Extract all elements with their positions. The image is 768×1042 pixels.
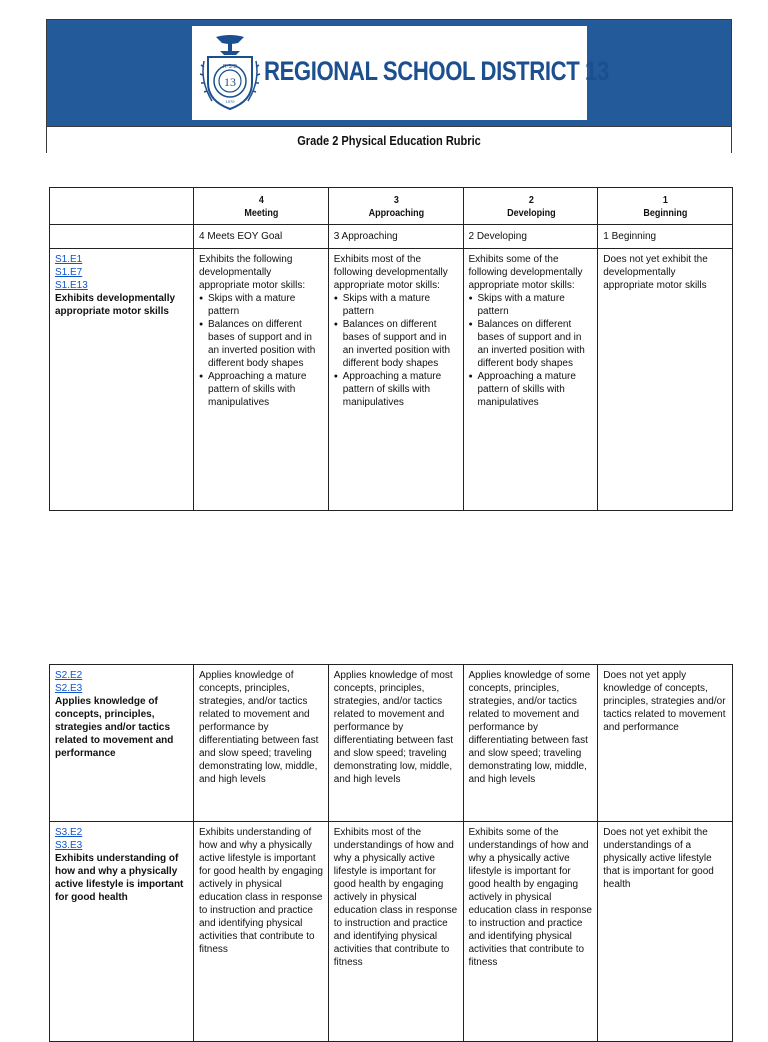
standard-link[interactable]: S1.E7 (55, 267, 83, 278)
skill-item: ● Approaching a mature pattern of skills with manipulatives (469, 370, 594, 409)
criteria-cell (598, 249, 733, 511)
goal-cell-4: 4 Meets EOY Goal (194, 225, 329, 249)
skill-item: ● Approaching a mature pattern of skills with manipulatives (199, 370, 324, 409)
rubric-table-1 (49, 187, 733, 511)
standard-cell (50, 665, 194, 822)
standard-link[interactable]: S2.E2 (55, 670, 83, 681)
criteria-text: Exhibits some of the following developmentally appropriate motor skills: (468, 254, 583, 291)
level-header-4: 4 Meeting (194, 188, 329, 225)
district-crest-icon (198, 31, 262, 115)
standard-link[interactable]: S1.E13 (55, 280, 88, 291)
criteria-cell (463, 249, 598, 511)
criteria-cell (194, 249, 329, 511)
skill-list (334, 292, 459, 409)
criteria-text: Exhibits most of the following developmentally appropriate motor skills: (333, 254, 448, 291)
skill-list (469, 292, 594, 409)
skill-item: ● Balances on different bases of support and in an inverted position with different body shapes (469, 318, 594, 370)
standard-title: Exhibits developmentally appropriate motor skills (55, 293, 176, 317)
standard-link[interactable]: S2.E3 (55, 683, 83, 694)
document-title: Grade 2 Physical Education Rubric (47, 126, 731, 154)
goal-row (50, 225, 733, 249)
standard-link[interactable]: S3.E3 (55, 840, 83, 851)
goal-cell-2: 2 Developing (463, 225, 598, 249)
svg-text:1970: 1970 (225, 99, 235, 104)
rubric-table-2 (49, 664, 733, 1042)
standard-title: Applies knowledge of concepts, principles, strategies and/or tactics related to movement and performance (55, 696, 174, 759)
standard-link[interactable]: S1.E1 (55, 254, 83, 265)
criteria-cell: Exhibits some of the understandings of how and why a physically active lifestyle is important for good health by engaging actively in physical education class in response to instruction and practice and identifying physical activities that contribute to fitness (463, 822, 598, 1042)
skill-item: ● Balances on different bases of support and in an inverted position with different body shapes (334, 318, 459, 370)
empty-header-cell (50, 188, 194, 225)
skill-item: ● Skips with a mature pattern (199, 292, 324, 318)
svg-text:13: 13 (224, 75, 236, 89)
standard-cell (50, 822, 194, 1042)
standard-cell (50, 249, 194, 511)
criteria-text: Does not yet exhibit the developmentally appropriate motor skills (603, 254, 708, 291)
criteria-cell: Exhibits understanding of how and why a physically active lifestyle is important for good health by engaging actively in physical education class in response to instruction and practice and identifying physical activities that contribute to fitness (194, 822, 329, 1042)
goal-cell-3: 3 Approaching (328, 225, 463, 249)
criteria-cell: Exhibits most of the understandings of how and why a physically active lifestyle is important for good health by engaging actively in physical education class in response to instruction and practice and identifying physical activities that contribute to fitness (328, 822, 463, 1042)
level-header-row (50, 188, 733, 225)
rubric-row-active-lifestyle (50, 822, 733, 1042)
criteria-cell: Applies knowledge of some concepts, principles, strategies, and/or tactics related to movement and performance by differentiating between fast and slow speed; traveling demonstrating low, middle, and high levels (463, 665, 598, 822)
skill-item: ● Balances on different bases of support and in an inverted position with different body shapes (199, 318, 324, 370)
rubric-row-movement-concepts (50, 665, 733, 822)
skill-list (199, 292, 324, 409)
goal-cell-1: 1 Beginning (598, 225, 733, 249)
svg-text:R·S·D: R·S·D (223, 64, 237, 70)
empty-goal-cell (50, 225, 194, 249)
criteria-cell: Does not yet apply knowledge of concepts, principles, strategies and/or tactics related to movement and performance (598, 665, 733, 822)
criteria-text: Exhibits the following developmentally appropriate motor skills: (199, 254, 306, 291)
level-header-3: 3 Approaching (328, 188, 463, 225)
document-header (46, 19, 732, 153)
level-header-2: 2 Developing (463, 188, 598, 225)
header-band (47, 20, 731, 126)
standard-title: Exhibits understanding of how and why a physically active lifestyle is important for good health (55, 853, 184, 903)
skill-item: ● Approaching a mature pattern of skills with manipulatives (334, 370, 459, 409)
criteria-cell: Does not yet exhibit the understandings of a physically active lifestyle that is important for good health (598, 822, 733, 1042)
skill-item: ● Skips with a mature pattern (334, 292, 459, 318)
criteria-cell: Applies knowledge of concepts, principles, strategies, and/or tactics related to movement and performance by differentiating between fast and slow speed; traveling demonstrating low, middle, and high levels (194, 665, 329, 822)
criteria-cell: Applies knowledge of most concepts, principles, strategies, and/or tactics related to movement and performance by differentiating between fast and slow speed; traveling demonstrating low, middle, and high levels (328, 665, 463, 822)
level-header-1: 1 Beginning (598, 188, 733, 225)
rubric-row-motor-skills (50, 249, 733, 511)
district-name: REGIONAL SCHOOL DISTRICT 13 (264, 56, 609, 86)
district-logo (192, 26, 609, 120)
criteria-cell (328, 249, 463, 511)
standard-link[interactable]: S3.E2 (55, 827, 83, 838)
skill-item: ● Skips with a mature pattern (469, 292, 594, 318)
